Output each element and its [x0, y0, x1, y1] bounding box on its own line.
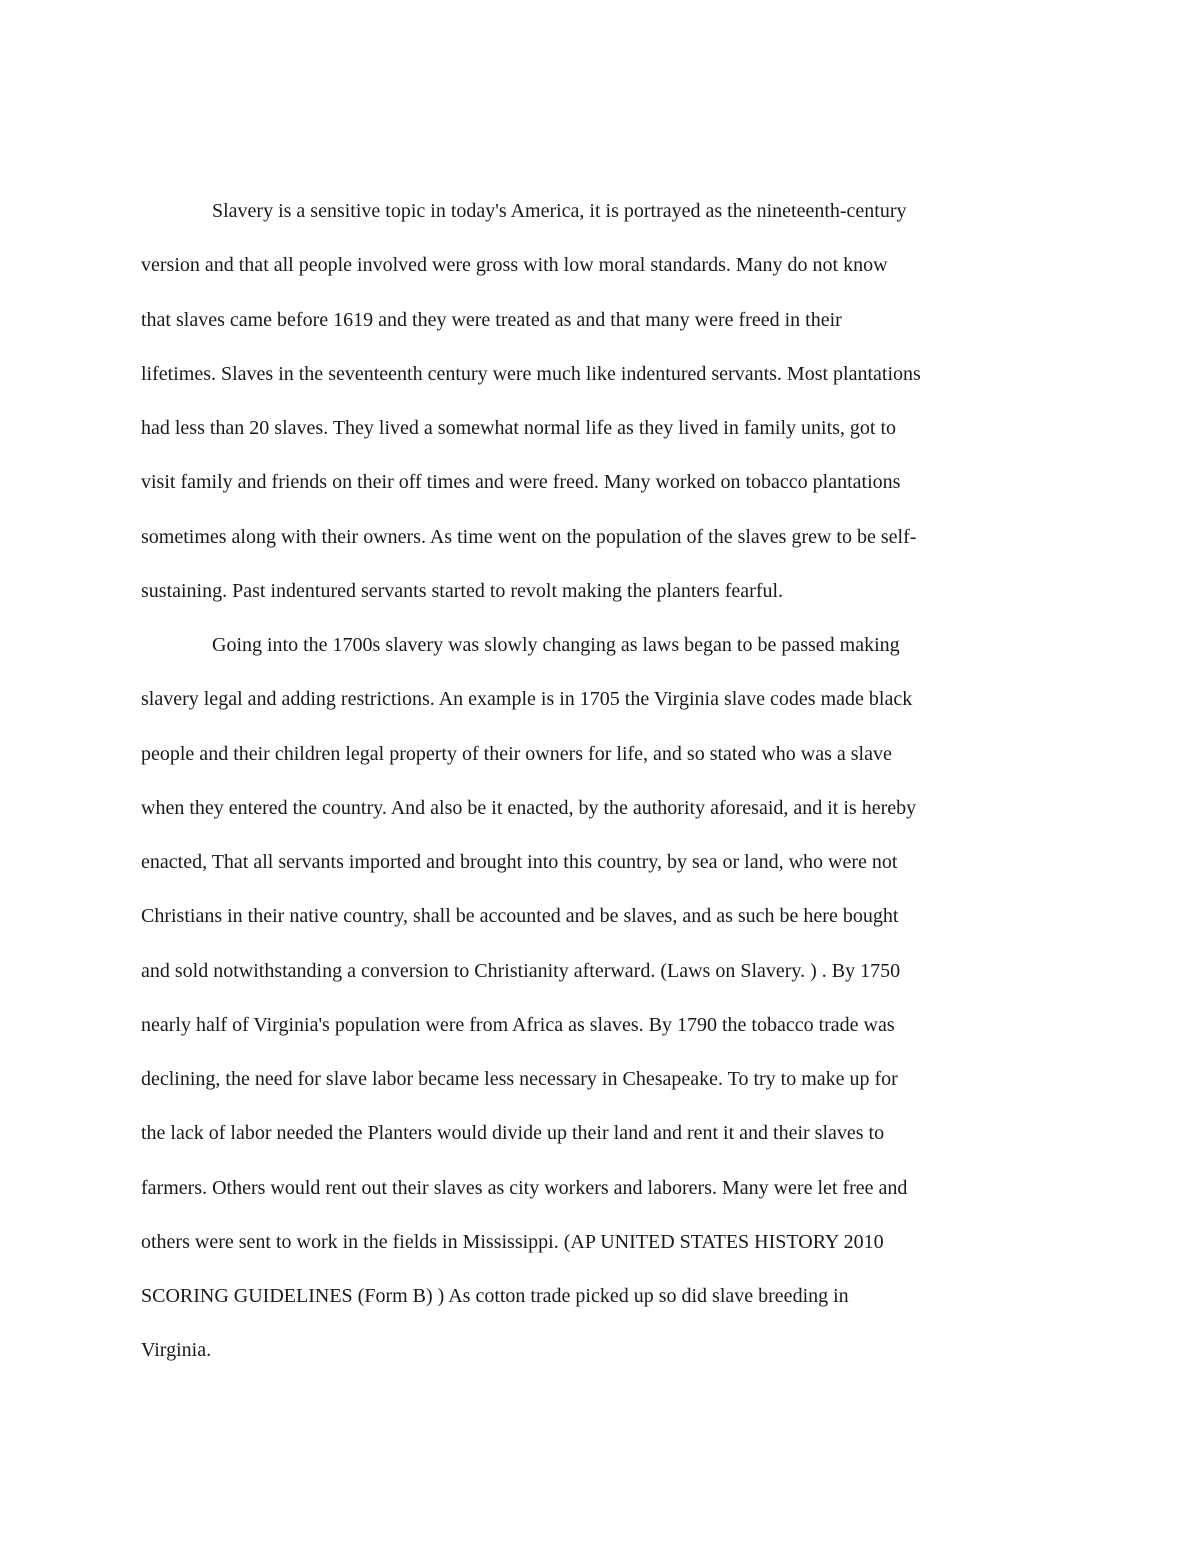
paragraph-line: Virginia. [141, 1339, 212, 1362]
paragraph-line: slavery legal and adding restrictions. An example is in 1705 the Virginia slave codes made black [141, 688, 913, 711]
paragraph-line: version and that all people involved were gross with low moral standards. Many do not know [141, 254, 888, 277]
paragraph-line: sustaining. Past indentured servants started to revolt making the planters fearful. [141, 579, 784, 602]
paragraph-line: enacted, That all servants imported and brought into this country, by sea or land, who were not [141, 851, 898, 873]
paragraph-1 [141, 193, 1071, 627]
paragraph-line: nearly half of Virginia's population were from Africa as slaves. By 1790 the tobacco trade was [141, 1013, 895, 1036]
paragraph-line: sometimes along with their owners. As time went on the population of the slaves grew to be self- [141, 525, 917, 548]
paragraph-line: Going into the 1700s slavery was slowly changing as laws began to be passed making [212, 634, 900, 656]
paragraph-2 [141, 627, 1071, 1387]
paragraph-line: and sold notwithstanding a conversion to Christianity afterward. (Laws on Slavery. ) . By 1750 [141, 959, 901, 982]
paragraph-line: others were sent to work in the fields in Mississippi. (AP UNITED STATES HISTORY 2010 [141, 1230, 884, 1253]
paragraph-line: had less than 20 slaves. They lived a somewhat normal life as they lived in family units, got to [141, 417, 897, 439]
paragraph-line: Christians in their native country, shall be accounted and be slaves, and as such be here bought [141, 905, 899, 928]
paragraph-line: SCORING GUIDELINES (Form B) ) As cotton trade picked up so did slave breeding in [141, 1285, 849, 1307]
paragraph-line: when they entered the country. And also be it enacted, by the authority aforesaid, and it is hereby [141, 796, 917, 819]
paragraph-line: visit family and friends on their off times and were freed. Many worked on tobacco plantations [141, 471, 901, 494]
paragraph-line: farmers. Others would rent out their slaves as city workers and laborers. Many were let free and [141, 1176, 908, 1199]
paragraph-line: declining, the need for slave labor became less necessary in Chesapeake. To try to make up for [141, 1068, 898, 1090]
paragraph-line: people and their children legal property of their owners for life, and so stated who was a slave [141, 742, 892, 765]
paragraph-line: lifetimes. Slaves in the seventeenth century were much like indentured servants. Most plantations [141, 362, 921, 385]
paragraph-line: that slaves came before 1619 and they were treated as and that many were freed in their [141, 308, 842, 331]
paragraph-line: Slavery is a sensitive topic in today's America, it is portrayed as the nineteenth-century [212, 200, 907, 222]
paragraph-line: the lack of labor needed the Planters would divide up their land and rent it and their slaves to [141, 1122, 885, 1145]
document-body [141, 193, 1071, 1387]
